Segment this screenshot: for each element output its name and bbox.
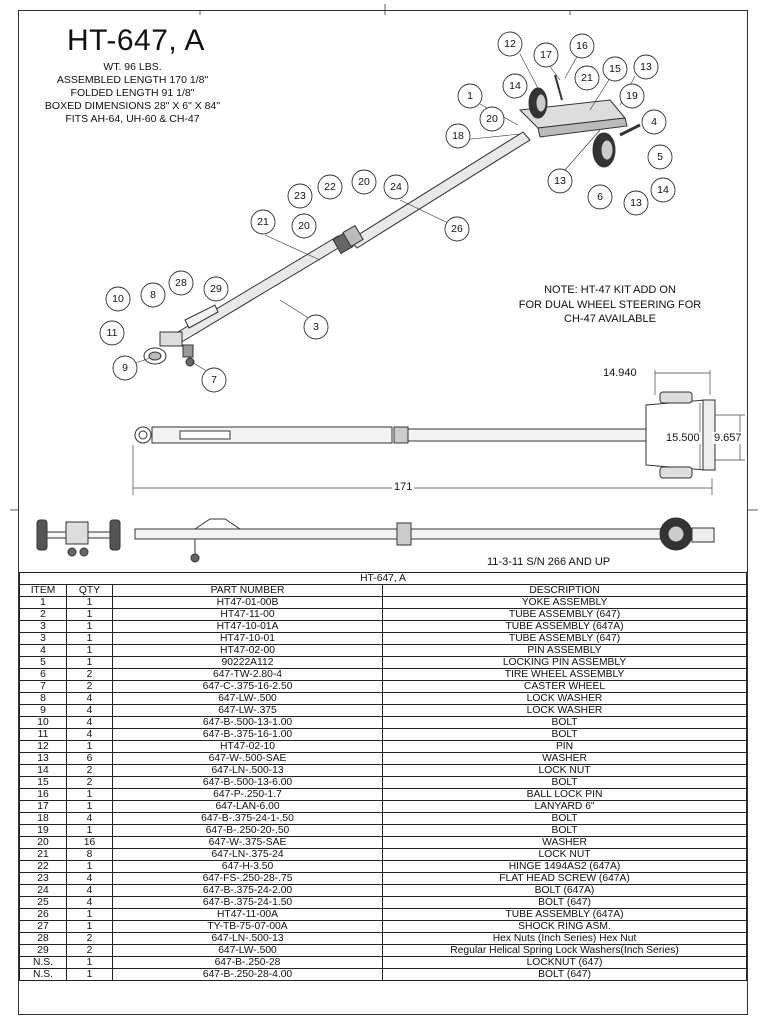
- balloon-15: [603, 57, 627, 81]
- description-cell: BOLT: [383, 717, 747, 729]
- qty-cell: 1: [67, 741, 113, 753]
- spec-block: [30, 61, 235, 126]
- qty-cell: 1: [67, 957, 113, 969]
- table-row: [20, 801, 747, 813]
- table-row: [20, 861, 747, 873]
- svg-text:3: 3: [313, 321, 319, 333]
- balloon-13c: [624, 191, 648, 215]
- part-number-cell: 90222A112: [113, 657, 383, 669]
- svg-text:7: 7: [211, 374, 217, 386]
- qty-cell: 4: [67, 897, 113, 909]
- qty-cell: 4: [67, 729, 113, 741]
- description-cell: BOLT: [383, 729, 747, 741]
- part-number-cell: 647-LW-.375: [113, 705, 383, 717]
- svg-text:9: 9: [122, 362, 128, 374]
- serial-note: 11-3-11 S/N 266 AND UP: [487, 556, 611, 568]
- qty-cell: 1: [67, 657, 113, 669]
- svg-text:6: 6: [597, 191, 603, 203]
- description-cell: Regular Helical Spring Lock Washers(Inch Series): [383, 945, 747, 957]
- item-cell: 3: [20, 633, 67, 645]
- description-cell: LOCK NUT: [383, 765, 747, 777]
- balloon-7: [202, 368, 226, 392]
- balloon-23: [288, 184, 312, 208]
- item-cell: N.S.: [20, 957, 67, 969]
- balloon-13: [634, 55, 658, 79]
- qty-cell: 2: [67, 669, 113, 681]
- dim-length: 171: [394, 481, 413, 493]
- balloon-14: [503, 74, 527, 98]
- balloon-11: [100, 321, 124, 345]
- part-number-cell: 647-B-.250-28: [113, 957, 383, 969]
- balloon-13b: [548, 169, 572, 193]
- item-cell: 18: [20, 813, 67, 825]
- part-number-cell: 647-B-.250-28-4.00: [113, 969, 383, 981]
- part-number-cell: 647-LN-.500-13: [113, 765, 383, 777]
- part-number-cell: 647-W-.375-SAE: [113, 837, 383, 849]
- spec-assembled-length: ASSEMBLED LENGTH 170 1/8": [56, 74, 209, 86]
- table-row: [20, 933, 747, 945]
- description-cell: LOCKNUT (647): [383, 957, 747, 969]
- description-cell: Hex Nuts (Inch Series) Hex Nut: [383, 933, 747, 945]
- qty-cell: 1: [67, 633, 113, 645]
- part-number-cell: 647-LN-.500-13: [113, 933, 383, 945]
- svg-text:21: 21: [257, 216, 269, 228]
- part-number-cell: 647-B-.375-24-2.00: [113, 885, 383, 897]
- dim-inner: 15.500: [666, 432, 700, 444]
- balloon-1: [458, 84, 482, 108]
- qty-cell: 1: [67, 909, 113, 921]
- qty-cell: 1: [67, 801, 113, 813]
- item-cell: 13: [20, 753, 67, 765]
- qty-cell: 1: [67, 861, 113, 873]
- table-row: [20, 693, 747, 705]
- item-cell: 22: [20, 861, 67, 873]
- item-cell: 8: [20, 693, 67, 705]
- part-number-cell: HT47-10-01: [113, 633, 383, 645]
- svg-text:19: 19: [626, 90, 638, 102]
- item-cell: 28: [20, 933, 67, 945]
- part-number-cell: 647-B-.500-13-6.00: [113, 777, 383, 789]
- balloon-24: [384, 175, 408, 199]
- part-number-cell: HT47-11-00A: [113, 909, 383, 921]
- item-cell: 7: [20, 681, 67, 693]
- qty-cell: 4: [67, 693, 113, 705]
- description-cell: BOLT (647): [383, 897, 747, 909]
- part-number-cell: 647-B-.250-20-.50: [113, 825, 383, 837]
- table-row: [20, 741, 747, 753]
- description-cell: YOKE ASSEMBLY: [383, 597, 747, 609]
- svg-text:13: 13: [630, 197, 642, 209]
- table-row: [20, 777, 747, 789]
- spec-weight: WT. 96 LBS.: [103, 61, 162, 73]
- item-cell: 24: [20, 885, 67, 897]
- table-row: [20, 681, 747, 693]
- side-view: [135, 518, 714, 562]
- description-cell: BOLT (647A): [383, 885, 747, 897]
- qty-cell: 1: [67, 789, 113, 801]
- top-view: [135, 392, 715, 478]
- drawing-title: HT-647, A: [67, 24, 205, 57]
- bom-header-row: [20, 585, 747, 597]
- part-number-cell: 647-LW-.500: [113, 693, 383, 705]
- item-cell: 16: [20, 789, 67, 801]
- item-cell: 3: [20, 621, 67, 633]
- table-row: [20, 813, 747, 825]
- table-row: [20, 729, 747, 741]
- description-cell: BOLT: [383, 825, 747, 837]
- item-cell: 5: [20, 657, 67, 669]
- note-line: CH-47 AVAILABLE: [564, 313, 656, 325]
- table-row: [20, 597, 747, 609]
- description-cell: WASHER: [383, 837, 747, 849]
- table-row: [20, 789, 747, 801]
- description-cell: HINGE 1494AS2 (647A): [383, 861, 747, 873]
- qty-cell: 4: [67, 873, 113, 885]
- description-cell: LOCKING PIN ASSEMBLY: [383, 657, 747, 669]
- description-cell: WASHER: [383, 753, 747, 765]
- qty-cell: 2: [67, 765, 113, 777]
- balloon-18: [446, 124, 470, 148]
- table-row: [20, 849, 747, 861]
- description-cell: PIN ASSEMBLY: [383, 645, 747, 657]
- description-cell: CASTER WHEEL: [383, 681, 747, 693]
- svg-text:26: 26: [451, 223, 463, 235]
- part-number-cell: 647-W-.500-SAE: [113, 753, 383, 765]
- part-number-cell: 647-H-3.50: [113, 861, 383, 873]
- bom-body: [20, 597, 747, 981]
- balloon-20b: [352, 170, 376, 194]
- svg-text:14: 14: [509, 80, 521, 92]
- item-cell: 25: [20, 897, 67, 909]
- description-cell: BOLT (647): [383, 969, 747, 981]
- table-row: [20, 921, 747, 933]
- description-cell: SHOCK RING ASM.: [383, 921, 747, 933]
- description-cell: LOCK NUT: [383, 849, 747, 861]
- spec-folded-length: FOLDED LENGTH 91 1/8": [70, 87, 195, 99]
- description-cell: TUBE ASSEMBLY (647): [383, 609, 747, 621]
- table-row: [20, 945, 747, 957]
- header-part-number: PART NUMBER: [113, 585, 383, 597]
- balloon-28: [169, 271, 193, 295]
- balloon-17: [534, 43, 558, 67]
- balloon-5: [648, 145, 672, 169]
- dim-width: 14.940: [603, 367, 637, 379]
- description-cell: LOCK WASHER: [383, 693, 747, 705]
- table-row: [20, 717, 747, 729]
- part-number-cell: HT47-02-10: [113, 741, 383, 753]
- description-cell: TUBE ASSEMBLY (647): [383, 633, 747, 645]
- kit-note: [505, 283, 715, 327]
- table-row: [20, 909, 747, 921]
- svg-text:17: 17: [540, 49, 552, 61]
- item-cell: 20: [20, 837, 67, 849]
- balloon-16: [570, 34, 594, 58]
- table-row: [20, 897, 747, 909]
- spec-boxed-dimensions: BOXED DIMENSIONS 28" X 6" X 84": [44, 100, 221, 112]
- svg-text:12: 12: [504, 38, 516, 50]
- table-row: [20, 705, 747, 717]
- part-number-cell: 647-LAN-6.00: [113, 801, 383, 813]
- item-cell: 1: [20, 597, 67, 609]
- item-cell: 10: [20, 717, 67, 729]
- part-number-cell: HT47-02-00: [113, 645, 383, 657]
- balloon-8: [141, 283, 165, 307]
- table-row: [20, 669, 747, 681]
- table-row: [20, 609, 747, 621]
- part-number-cell: 647-P-.250-1.7: [113, 789, 383, 801]
- part-number-cell: TY-TB-75-07-00A: [113, 921, 383, 933]
- svg-text:21: 21: [581, 72, 593, 84]
- svg-text:13: 13: [554, 175, 566, 187]
- part-number-cell: 647-LW-.500: [113, 945, 383, 957]
- part-number-cell: 647-C-.375-16-2.50: [113, 681, 383, 693]
- part-number-cell: 647-B-.375-16-1.00: [113, 729, 383, 741]
- qty-cell: 8: [67, 849, 113, 861]
- svg-text:5: 5: [657, 151, 663, 163]
- item-cell: 14: [20, 765, 67, 777]
- balloon-20: [480, 107, 504, 131]
- qty-cell: 1: [67, 969, 113, 981]
- header-qty: QTY: [67, 585, 113, 597]
- description-cell: BALL LOCK PIN: [383, 789, 747, 801]
- header-description: DESCRIPTION: [383, 585, 747, 597]
- table-row: [20, 621, 747, 633]
- item-cell: 27: [20, 921, 67, 933]
- svg-text:20: 20: [486, 113, 498, 125]
- note-line: NOTE: HT-47 KIT ADD ON: [544, 284, 676, 296]
- dim-outer: 9.657: [714, 432, 742, 444]
- description-cell: TUBE ASSEMBLY (647A): [383, 621, 747, 633]
- svg-text:4: 4: [651, 116, 657, 128]
- qty-cell: 16: [67, 837, 113, 849]
- item-cell: N.S.: [20, 969, 67, 981]
- note-line: FOR DUAL WHEEL STEERING FOR: [518, 298, 702, 311]
- table-row: [20, 645, 747, 657]
- qty-cell: 1: [67, 645, 113, 657]
- description-cell: BOLT: [383, 813, 747, 825]
- svg-text:20: 20: [298, 220, 310, 232]
- balloon-21b: [251, 210, 275, 234]
- item-cell: 12: [20, 741, 67, 753]
- svg-text:1: 1: [467, 90, 473, 102]
- item-cell: 4: [20, 645, 67, 657]
- qty-cell: 4: [67, 705, 113, 717]
- qty-cell: 4: [67, 813, 113, 825]
- balloon-10: [106, 287, 130, 311]
- spec-fits: FITS AH-64, UH-60 & CH-47: [65, 113, 200, 125]
- part-number-cell: 647-B-.375-24-1-.50: [113, 813, 383, 825]
- qty-cell: 1: [67, 825, 113, 837]
- description-cell: TUBE ASSEMBLY (647A): [383, 909, 747, 921]
- balloon-12: [498, 32, 522, 56]
- svg-text:28: 28: [175, 277, 187, 289]
- table-row: [20, 765, 747, 777]
- part-number-cell: 647-FS-.250-28-.75: [113, 873, 383, 885]
- svg-text:14: 14: [657, 184, 669, 196]
- item-cell: 21: [20, 849, 67, 861]
- table-row: [20, 885, 747, 897]
- qty-cell: 2: [67, 945, 113, 957]
- description-cell: BOLT: [383, 777, 747, 789]
- item-cell: 26: [20, 909, 67, 921]
- balloon-14b: [651, 178, 675, 202]
- table-row: [20, 873, 747, 885]
- item-cell: 29: [20, 945, 67, 957]
- item-cell: 11: [20, 729, 67, 741]
- balloon-22: [318, 175, 342, 199]
- qty-cell: 2: [67, 681, 113, 693]
- svg-text:11: 11: [106, 327, 118, 339]
- item-cell: 2: [20, 609, 67, 621]
- svg-text:10: 10: [112, 293, 124, 305]
- svg-text:22: 22: [324, 181, 336, 193]
- table-row: [20, 825, 747, 837]
- description-cell: PIN: [383, 741, 747, 753]
- svg-text:24: 24: [390, 181, 402, 193]
- description-cell: TIRE WHEEL ASSEMBLY: [383, 669, 747, 681]
- part-number-cell: HT47-01-00B: [113, 597, 383, 609]
- item-cell: 6: [20, 669, 67, 681]
- balloon-9: [113, 356, 137, 380]
- balloon-3: [304, 315, 328, 339]
- bill-of-materials: [19, 572, 747, 981]
- balloon-20c: [292, 214, 316, 238]
- description-cell: FLAT HEAD SCREW (647A): [383, 873, 747, 885]
- part-number-cell: 647-B-.500-13-1.00: [113, 717, 383, 729]
- svg-text:13: 13: [640, 61, 652, 73]
- item-cell: 15: [20, 777, 67, 789]
- qty-cell: 1: [67, 609, 113, 621]
- balloon-6: [588, 185, 612, 209]
- qty-cell: 1: [67, 921, 113, 933]
- svg-text:18: 18: [452, 130, 464, 142]
- part-number-cell: HT47-10-01A: [113, 621, 383, 633]
- table-row: [20, 837, 747, 849]
- qty-cell: 2: [67, 933, 113, 945]
- part-number-cell: 647-B-.375-24-1.50: [113, 897, 383, 909]
- qty-cell: 2: [67, 777, 113, 789]
- svg-text:20: 20: [358, 176, 370, 188]
- qty-cell: 4: [67, 717, 113, 729]
- header-item: ITEM: [20, 585, 67, 597]
- part-number-cell: 647-LN-.375-24: [113, 849, 383, 861]
- item-cell: 9: [20, 705, 67, 717]
- svg-text:23: 23: [294, 190, 306, 202]
- part-number-cell: HT47-11-00: [113, 609, 383, 621]
- bom-title: HT-647, A: [20, 573, 747, 585]
- qty-cell: 6: [67, 753, 113, 765]
- svg-text:8: 8: [150, 289, 156, 301]
- table-row: [20, 657, 747, 669]
- item-cell: 19: [20, 825, 67, 837]
- description-cell: LANYARD 6": [383, 801, 747, 813]
- svg-text:29: 29: [210, 283, 222, 295]
- table-row: [20, 969, 747, 981]
- table-row: [20, 957, 747, 969]
- table-row: [20, 753, 747, 765]
- qty-cell: 1: [67, 597, 113, 609]
- balloon-26: [445, 217, 469, 241]
- qty-cell: 4: [67, 885, 113, 897]
- svg-text:15: 15: [609, 63, 621, 75]
- item-cell: 23: [20, 873, 67, 885]
- balloon-19: [620, 84, 644, 108]
- description-cell: LOCK WASHER: [383, 705, 747, 717]
- svg-text:16: 16: [576, 40, 588, 52]
- balloon-29: [204, 277, 228, 301]
- qty-cell: 1: [67, 621, 113, 633]
- table-row: [20, 633, 747, 645]
- part-number-cell: 647-TW-2.80-4: [113, 669, 383, 681]
- item-cell: 17: [20, 801, 67, 813]
- balloon-21: [575, 66, 599, 90]
- balloon-4: [642, 110, 666, 134]
- end-view: [37, 520, 120, 556]
